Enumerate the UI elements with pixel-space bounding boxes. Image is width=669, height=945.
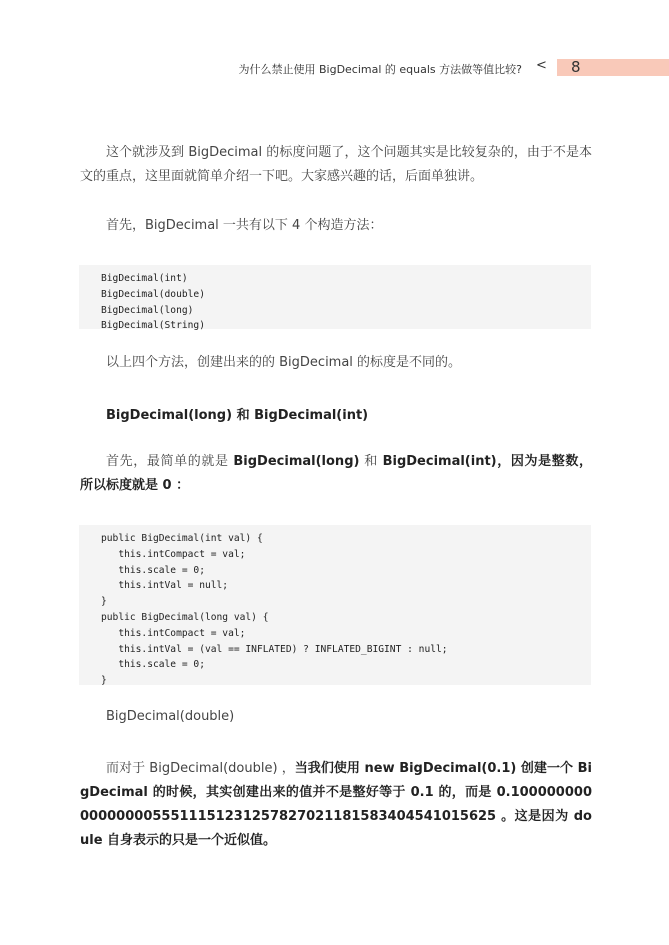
bold-text-run: ，因为是整数，所以标度就是 0 ：	[80, 454, 592, 493]
code-line: this.scale = 0;	[101, 659, 205, 671]
page-number: 8	[571, 58, 581, 76]
bold-text-run: BigDecimal(int)	[382, 454, 497, 469]
text-run: 首先，最简单的就是	[106, 454, 234, 469]
section-heading-double: BigDecimal(double)	[106, 709, 235, 724]
code-line: }	[101, 596, 107, 608]
paragraph-long-int	[80, 450, 592, 498]
paragraph-scale-intro: 这个就涉及到 BigDecimal 的标度问题了，这个问题其实是比较复杂的，由于不是本文的重点，这里面就简单介绍一下吧。大家感兴趣的话，后面单独讲。	[80, 145, 592, 184]
code-line: public BigDecimal(long val) {	[101, 611, 269, 623]
previous-page-chevron-icon[interactable]: <	[536, 58, 547, 73]
section-heading-long-int: BigDecimal(long) 和 BigDecimal(int)	[106, 408, 369, 423]
code-line: BigDecimal(int)	[101, 273, 188, 284]
text-run: 和	[359, 454, 383, 469]
code-block-constructors	[79, 265, 591, 332]
paragraph-constructors-intro: 首先，BigDecimal 一共有以下 4 个构造方法：	[106, 218, 383, 233]
paragraph-scale-differs: 以上四个方法，创建出来的的 BigDecimal 的标度是不同的。	[106, 355, 462, 370]
code-line: this.intCompact = val;	[101, 548, 246, 560]
code-block-int-long-constructors	[79, 525, 591, 685]
paragraph-double	[80, 757, 592, 853]
code-line: this.intCompact = val;	[101, 627, 246, 639]
code-line: BigDecimal(long)	[101, 304, 194, 316]
text-run: 而对于 BigDecimal(double) ，	[106, 761, 295, 776]
code-line: }	[101, 675, 107, 687]
code-line: this.intVal = null;	[101, 580, 229, 592]
code-line: this.intVal = (val == INFLATED) ? INFLATED_BIGINT : null;	[101, 643, 448, 655]
bold-text-run: 当我们使用 new BigDecimal(0.1) 创建一个 BigDecimal 的时候，其实创建出来的值并不是整好等于 0.1 的，而是 0.1000000000000000055511151231257827021181583404541015625 。这是因为 doule 自身表示的只是一个近似值。	[80, 761, 592, 848]
code-line: BigDecimal(double)	[101, 288, 205, 300]
code-line: public BigDecimal(int val) {	[101, 533, 263, 544]
code-line: this.scale = 0;	[101, 564, 205, 576]
code-line: BigDecimal(String)	[101, 320, 205, 332]
header-title: 为什么禁止使用 BigDecimal 的 equals 方法做等值比较?	[238, 63, 522, 76]
bold-text-run: BigDecimal(long)	[233, 454, 360, 469]
